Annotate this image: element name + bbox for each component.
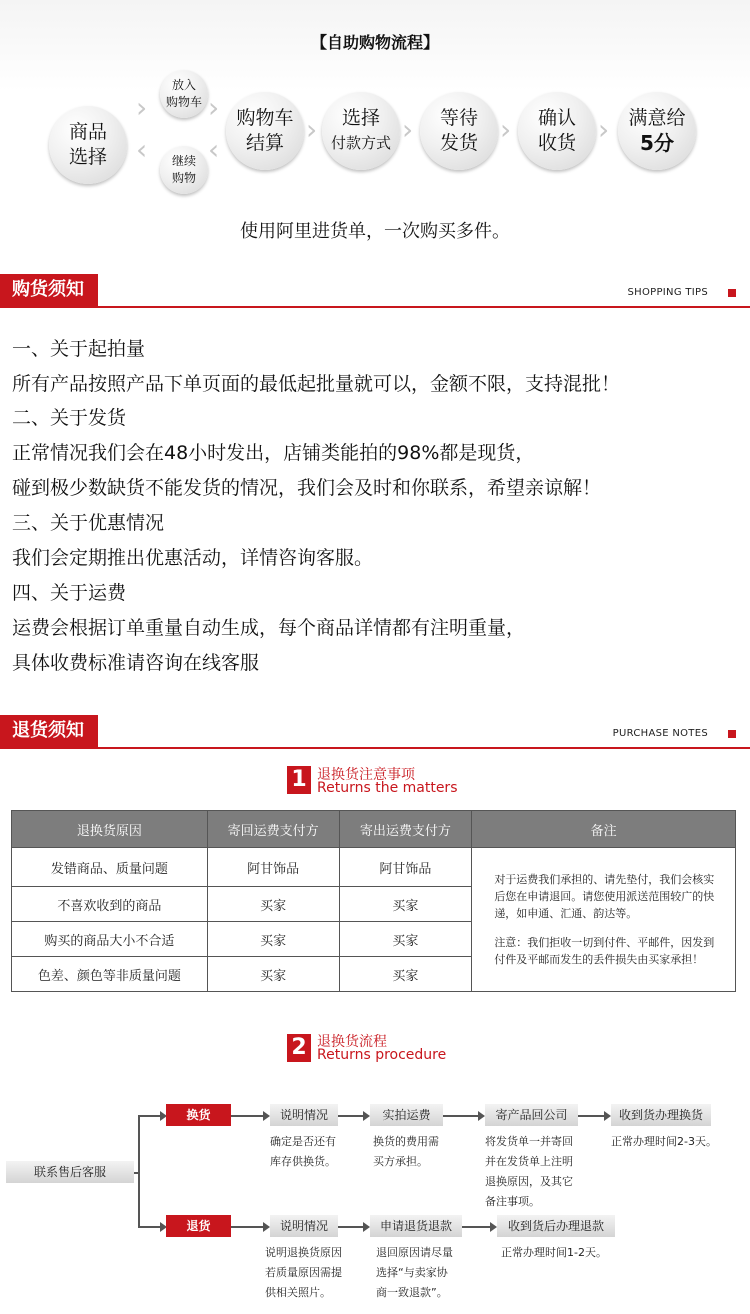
table-cell: 买家 bbox=[207, 957, 339, 992]
remarks-warning: 注意：我们拒收一切到付件、平邮件，因发到付件及平邮而发生的丢件损失由买家承担！ bbox=[494, 936, 715, 966]
square-icon bbox=[728, 289, 736, 297]
remarks-text: 对于运费我们承担的、请先垫付，我们会核实后您在申请退回。请您使用派送范围较广的快递，如申通、汇通、韵达等。 bbox=[494, 873, 715, 920]
step-add-to-cart: 放入 购物车 bbox=[160, 70, 208, 118]
purchase-notes-header bbox=[0, 715, 750, 749]
arrow-right-icon bbox=[490, 1222, 497, 1232]
table-cell: 购买的商品大小不合适 bbox=[12, 922, 208, 957]
connector-line bbox=[231, 1226, 263, 1228]
divider bbox=[0, 306, 750, 308]
exchange-step-send-back: 寄产品回公司 bbox=[485, 1104, 578, 1126]
tip-text: 正常情况我们会在48小时发出，店铺类能拍的98%都是现货， bbox=[12, 442, 535, 464]
arrow-right-icon bbox=[604, 1111, 611, 1121]
section-title-en: PURCHASE NOTES bbox=[612, 728, 708, 739]
chevron-right-icon: › bbox=[500, 113, 512, 146]
exchange-label: 换货 bbox=[166, 1104, 231, 1126]
connector-line bbox=[462, 1226, 490, 1228]
chevron-right-icon: › bbox=[136, 91, 148, 124]
returns-table bbox=[11, 810, 736, 992]
chevron-right-icon: › bbox=[208, 91, 220, 124]
arrow-right-icon bbox=[263, 1111, 270, 1121]
returns-procedure-title: 退换货流程 bbox=[317, 1034, 387, 1050]
step-give-5-stars: 满意给 5分 bbox=[618, 92, 696, 170]
section-title: 购货须知 bbox=[0, 274, 98, 306]
section-title: 退货须知 bbox=[0, 715, 98, 747]
tip-text: 所有产品按照产品下单页面的最低起批量就可以，金额不限，支持混批！ bbox=[12, 373, 621, 395]
step-description: 退回原因请尽量 选择“与卖家协 商一致退款”。 bbox=[376, 1246, 453, 1299]
arrow-right-icon bbox=[363, 1111, 370, 1121]
tip-text: 我们会定期推出优惠活动，详情咨询客服。 bbox=[12, 547, 374, 569]
table-cell: 不喜欢收到的商品 bbox=[12, 887, 208, 922]
square-icon bbox=[728, 730, 736, 738]
refund-label: 退货 bbox=[166, 1215, 231, 1237]
step-cart-checkout: 购物车 结算 bbox=[226, 92, 304, 170]
column-header: 退换货原因 bbox=[12, 811, 208, 848]
arrow-right-icon bbox=[478, 1111, 485, 1121]
arrow-right-icon bbox=[363, 1222, 370, 1232]
connector-line bbox=[578, 1115, 604, 1117]
step-confirm-receipt: 确认 收货 bbox=[518, 92, 596, 170]
step-continue-shopping: 继续 购物 bbox=[160, 146, 208, 194]
step-payment-method: 选择 付款方式 bbox=[322, 92, 400, 170]
tip-text: 碰到极少数缺货不能发货的情况，我们会及时和你联系，希望亲谅解！ bbox=[12, 477, 602, 499]
step-description: 确定是否还有 库存供换货。 bbox=[270, 1135, 336, 1168]
step-description: 正常办理时间1-2天。 bbox=[501, 1246, 607, 1259]
shopping-tips-header bbox=[0, 274, 750, 308]
connector-line bbox=[138, 1226, 160, 1228]
chevron-right-icon: › bbox=[402, 113, 414, 146]
table-header-row bbox=[12, 811, 736, 848]
table-cell: 买家 bbox=[339, 922, 472, 957]
tip-heading: 三、关于优惠情况 bbox=[12, 512, 165, 534]
column-header: 寄回运费支付方 bbox=[207, 811, 339, 848]
returns-matters-title: 退换货注意事项 bbox=[317, 767, 415, 783]
step-product-select: 商品 选择 bbox=[49, 106, 127, 184]
exchange-step-process: 收到货办理换货 bbox=[611, 1104, 711, 1126]
table-cell: 发错商品、质量问题 bbox=[12, 848, 208, 887]
table-cell: 买家 bbox=[207, 887, 339, 922]
flow-title: 【自助购物流程】 bbox=[310, 33, 439, 52]
refund-step-apply: 申请退货退款 bbox=[370, 1215, 462, 1237]
section-title-en: SHOPPING TIPS bbox=[627, 287, 708, 298]
connector-line bbox=[231, 1115, 263, 1117]
contact-support-box: 联系售后客服 bbox=[6, 1161, 134, 1183]
step-description: 将发货单一并寄回 并在发货单上注明 退换原因，及其它 备注事项。 bbox=[485, 1135, 573, 1208]
table-cell: 色差、颜色等非质量问题 bbox=[12, 957, 208, 992]
returns-matters-title-en: Returns the matters bbox=[317, 780, 458, 796]
refund-step-explain: 说明情况 bbox=[270, 1215, 338, 1237]
step-description: 正常办理时间2-3天。 bbox=[611, 1135, 717, 1148]
section-number-badge: 1 bbox=[287, 766, 311, 794]
tip-heading: 二、关于发货 bbox=[12, 407, 127, 429]
exchange-step-shipping: 实拍运费 bbox=[370, 1104, 443, 1126]
connector-line bbox=[338, 1115, 363, 1117]
tip-text: 运费会根据订单重量自动生成，每个商品详情都有注明重量， bbox=[12, 617, 526, 639]
tip-text: 具体收费标准请咨询在线客服 bbox=[12, 652, 260, 674]
chevron-left-icon: ‹ bbox=[136, 133, 148, 166]
step-await-shipping: 等待 发货 bbox=[420, 92, 498, 170]
divider bbox=[0, 747, 750, 749]
connector-line bbox=[138, 1115, 160, 1117]
tip-heading: 一、关于起拍量 bbox=[12, 338, 146, 360]
tip-heading: 四、关于运费 bbox=[12, 582, 127, 604]
table-cell: 买家 bbox=[339, 957, 472, 992]
exchange-step-explain: 说明情况 bbox=[270, 1104, 338, 1126]
table-cell: 买家 bbox=[339, 887, 472, 922]
table-row bbox=[12, 848, 736, 887]
connector-line bbox=[138, 1115, 140, 1227]
returns-procedure-title-en: Returns procedure bbox=[317, 1047, 447, 1063]
connector-line bbox=[338, 1226, 363, 1228]
table-cell: 买家 bbox=[207, 922, 339, 957]
table-cell: 阿甘饰品 bbox=[339, 848, 472, 887]
section-number-badge: 2 bbox=[287, 1034, 311, 1062]
step-description: 换货的费用需 买方承担。 bbox=[373, 1135, 439, 1168]
column-header: 寄出运费支付方 bbox=[339, 811, 472, 848]
connector-line bbox=[443, 1115, 478, 1117]
column-header: 备注 bbox=[472, 811, 736, 848]
table-cell: 阿甘饰品 bbox=[207, 848, 339, 887]
arrow-right-icon bbox=[263, 1222, 270, 1232]
step-description: 说明退换货原因 若质量原因需提 供相关照片。 bbox=[265, 1246, 342, 1299]
chevron-right-icon: › bbox=[306, 113, 318, 146]
refund-step-process: 收到货后办理退款 bbox=[497, 1215, 615, 1237]
chevron-left-icon: ‹ bbox=[208, 133, 220, 166]
chevron-right-icon: › bbox=[598, 113, 610, 146]
flow-caption: 使用阿里进货单，一次购买多件。 bbox=[240, 221, 510, 242]
remarks-cell bbox=[472, 848, 736, 992]
